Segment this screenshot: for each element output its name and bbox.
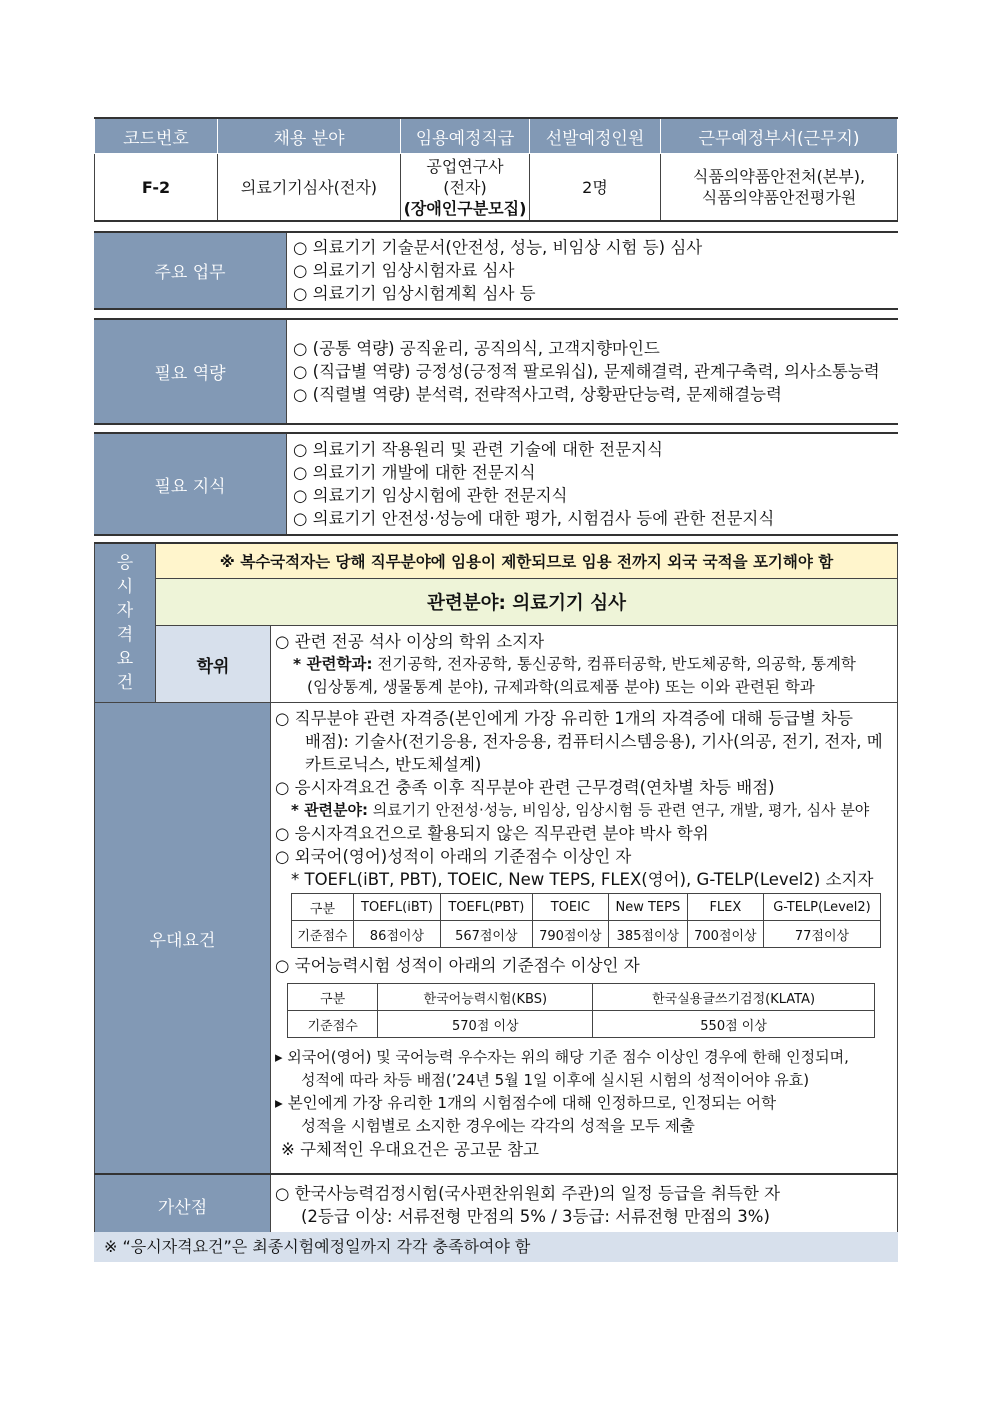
dual-citizenship-notice: ※ 복수국적자는 당해 직무분야에 임용이 제한되므로 임용 전까지 외국 국적을 포기해야 함 bbox=[156, 543, 898, 579]
eng-score: 567점이상 bbox=[440, 921, 532, 948]
vertical-char: 자 bbox=[116, 601, 134, 621]
pref-note: 성적에 따라 차등 배점(’24년 5월 1일 이후에 실시된 시험의 성적이어야 유효) bbox=[301, 1071, 810, 1089]
bonus-content bbox=[271, 1174, 898, 1236]
eng-score: 385점이상 bbox=[608, 921, 687, 948]
degree-content bbox=[271, 626, 898, 703]
korean-score-table bbox=[287, 983, 875, 1038]
footer-note: ※ “응시자격요건”은 최종시험예정일까지 각각 충족하여야 함 bbox=[94, 1232, 898, 1262]
rank-value bbox=[401, 154, 530, 222]
col-dept: 근무예정부서(근무지) bbox=[661, 118, 898, 154]
kor-header: 구분 bbox=[288, 984, 378, 1011]
bonus-label: 가산점 bbox=[95, 1174, 271, 1236]
bonus-line: (2등급 이상: 서류전형 만점의 5% / 3등급: 서류전형 만점의 3%) bbox=[301, 1207, 770, 1226]
duty-item: ○ 의료기기 임상시험자료 심사 bbox=[293, 261, 515, 280]
eng-header: FLEX bbox=[687, 894, 763, 921]
count-value: 2명 bbox=[530, 154, 661, 222]
knowledge-item: ○ 의료기기 임상시험에 관한 전문지식 bbox=[293, 486, 568, 505]
related-area-list: 의료기기 안전성·성능, 비임상, 임상시험 등 관련 연구, 개발, 평가, 심사 분야 bbox=[368, 801, 870, 819]
eng-score: 790점이상 bbox=[532, 921, 608, 948]
competency-section bbox=[94, 318, 898, 425]
pref-line: 카트로닉스, 반도체설계) bbox=[305, 755, 482, 774]
vertical-char: 건 bbox=[116, 673, 134, 693]
duties-content bbox=[287, 233, 899, 308]
degree-line: ○ 관련 전공 석사 이상의 학위 소지자 bbox=[275, 631, 545, 651]
recruitment-header-table bbox=[94, 117, 898, 222]
eng-header: TOEFL(PBT) bbox=[440, 894, 532, 921]
knowledge-content bbox=[287, 434, 899, 534]
col-count: 선발예정인원 bbox=[530, 118, 661, 154]
qualification-section bbox=[94, 542, 898, 1236]
competency-content bbox=[287, 320, 899, 423]
duty-item: ○ 의료기기 임상시험계획 심사 등 bbox=[293, 284, 536, 303]
knowledge-section bbox=[94, 432, 898, 536]
pref-note: 성적을 시험별로 소지한 경우에는 각각의 성적을 모두 제출 bbox=[301, 1117, 695, 1135]
col-field: 채용 분야 bbox=[218, 118, 401, 154]
degree-line bbox=[275, 653, 893, 676]
vertical-char: 응 bbox=[116, 553, 134, 573]
degree-line: (임상통계, 생물통계 분야), 규제과학(의료제품 분야) 또는 이와 관련된 학과 bbox=[307, 677, 815, 696]
eng-header: TOEFL(iBT) bbox=[353, 894, 440, 921]
pref-line: ○ 외국어(영어)성적이 아래의 기준점수 이상인 자 bbox=[275, 847, 632, 866]
eng-header: TOEIC bbox=[532, 894, 608, 921]
preference-label: 우대요건 bbox=[95, 703, 271, 1175]
eng-score: 기준점수 bbox=[292, 921, 354, 948]
knowledge-item: ○ 의료기기 개발에 대한 전문지식 bbox=[293, 463, 536, 482]
col-code: 코드번호 bbox=[95, 118, 218, 154]
related-major-label: * 관련학과: bbox=[293, 654, 373, 673]
pref-line bbox=[275, 799, 893, 822]
kor-header: 한국실용글쓰기검정(KLATA) bbox=[593, 984, 875, 1011]
pref-line: ○ 직무분야 관련 자격증(본인에게 가장 유리한 1개의 자격증에 대해 등급별 차등 bbox=[275, 709, 853, 728]
rank-line: 공업연구사 bbox=[426, 156, 504, 176]
duties-label: 주요 업무 bbox=[94, 233, 287, 308]
kor-header: 한국어능력시험(KBS) bbox=[378, 984, 593, 1011]
duty-item: ○ 의료기기 기술문서(안전성, 성능, 비임상 시험 등) 심사 bbox=[293, 238, 703, 257]
field-value: 의료기기심사(전자) bbox=[218, 154, 401, 222]
dept-line: 식품의약품안전평가원 bbox=[701, 188, 857, 207]
rank-line: (전자) bbox=[443, 177, 487, 197]
related-major-list: 전기공학, 전자공학, 통신공학, 컴퓨터공학, 반도체공학, 의공학, 통계학 bbox=[372, 654, 856, 673]
qualification-vertical-label bbox=[95, 543, 156, 703]
pref-line: 배점): 기술사(전기응용, 전자응용, 컴퓨터시스템응용), 기사(의공, 전기, 전자, 메 bbox=[305, 732, 883, 751]
english-score-table bbox=[291, 893, 881, 948]
vertical-char: 시 bbox=[116, 577, 134, 597]
pref-note: ※ 구체적인 우대요건은 공고문 참고 bbox=[281, 1140, 539, 1159]
dept-value bbox=[661, 154, 898, 222]
pref-line: ○ 응시자격요건으로 활용되지 않은 직무관련 분야 박사 학위 bbox=[275, 824, 709, 843]
kor-score: 550점 이상 bbox=[593, 1011, 875, 1038]
pref-line: * TOEFL(iBT, PBT), TOEIC, New TEPS, FLEX(영어), G-TELP(Level2) 소지자 bbox=[291, 870, 874, 889]
eng-score: 77점이상 bbox=[763, 921, 880, 948]
vertical-char: 격 bbox=[116, 625, 134, 645]
knowledge-item: ○ 의료기기 작용원리 및 관련 기술에 대한 전문지식 bbox=[293, 440, 663, 459]
competency-item: ○ (직급별 역량) 긍정성(긍정적 팔로워십), 문제해결력, 관계구축력, 의사소통능력 bbox=[293, 362, 880, 381]
pref-note: ▸ 외국어(영어) 및 국어능력 우수자는 위의 해당 기준 점수 이상인 경우에 한해 인정되며, bbox=[275, 1048, 849, 1066]
duties-section bbox=[94, 231, 898, 310]
related-field-title: 관련분야: 의료기기 심사 bbox=[156, 579, 898, 626]
rank-line-disabled: (장애인구분모집) bbox=[403, 198, 527, 218]
related-area-label: * 관련분야: bbox=[291, 801, 369, 819]
pref-note: ▸ 본인에게 가장 유리한 1개의 시험점수에 대해 인정하므로, 인정되는 어학 bbox=[275, 1094, 777, 1112]
eng-header: G-TELP(Level2) bbox=[763, 894, 880, 921]
dept-line: 식품의약품안전처(본부), bbox=[692, 167, 866, 186]
knowledge-label: 필요 지식 bbox=[94, 434, 287, 534]
code-value: F-2 bbox=[95, 154, 218, 222]
pref-line: ○ 응시자격요건 충족 이후 직무분야 관련 근무경력(연차별 차등 배점) bbox=[275, 778, 775, 797]
col-rank: 임용예정직급 bbox=[401, 118, 530, 154]
competency-label: 필요 역량 bbox=[94, 320, 287, 423]
preference-content bbox=[271, 703, 898, 1175]
vertical-char: 요 bbox=[116, 649, 134, 669]
pref-line: ○ 국어능력시험 성적이 아래의 기준점수 이상인 자 bbox=[275, 956, 640, 975]
bonus-line: ○ 한국사능력검정시험(국사편찬위원회 주관)의 일정 등급을 취득한 자 bbox=[275, 1184, 781, 1203]
competency-item: ○ (공통 역량) 공직윤리, 공직의식, 고객지향마인드 bbox=[293, 339, 660, 358]
eng-header: 구분 bbox=[292, 894, 354, 921]
eng-score: 700점이상 bbox=[687, 921, 763, 948]
kor-score: 기준점수 bbox=[288, 1011, 378, 1038]
eng-score: 86점이상 bbox=[353, 921, 440, 948]
kor-score: 570점 이상 bbox=[378, 1011, 593, 1038]
competency-item: ○ (직렬별 역량) 분석력, 전략적사고력, 상황판단능력, 문제해결능력 bbox=[293, 385, 782, 404]
knowledge-item: ○ 의료기기 안전성·성능에 대한 평가, 시험검사 등에 관한 전문지식 bbox=[293, 509, 775, 528]
eng-header: New TEPS bbox=[608, 894, 687, 921]
degree-label: 학위 bbox=[156, 626, 271, 703]
